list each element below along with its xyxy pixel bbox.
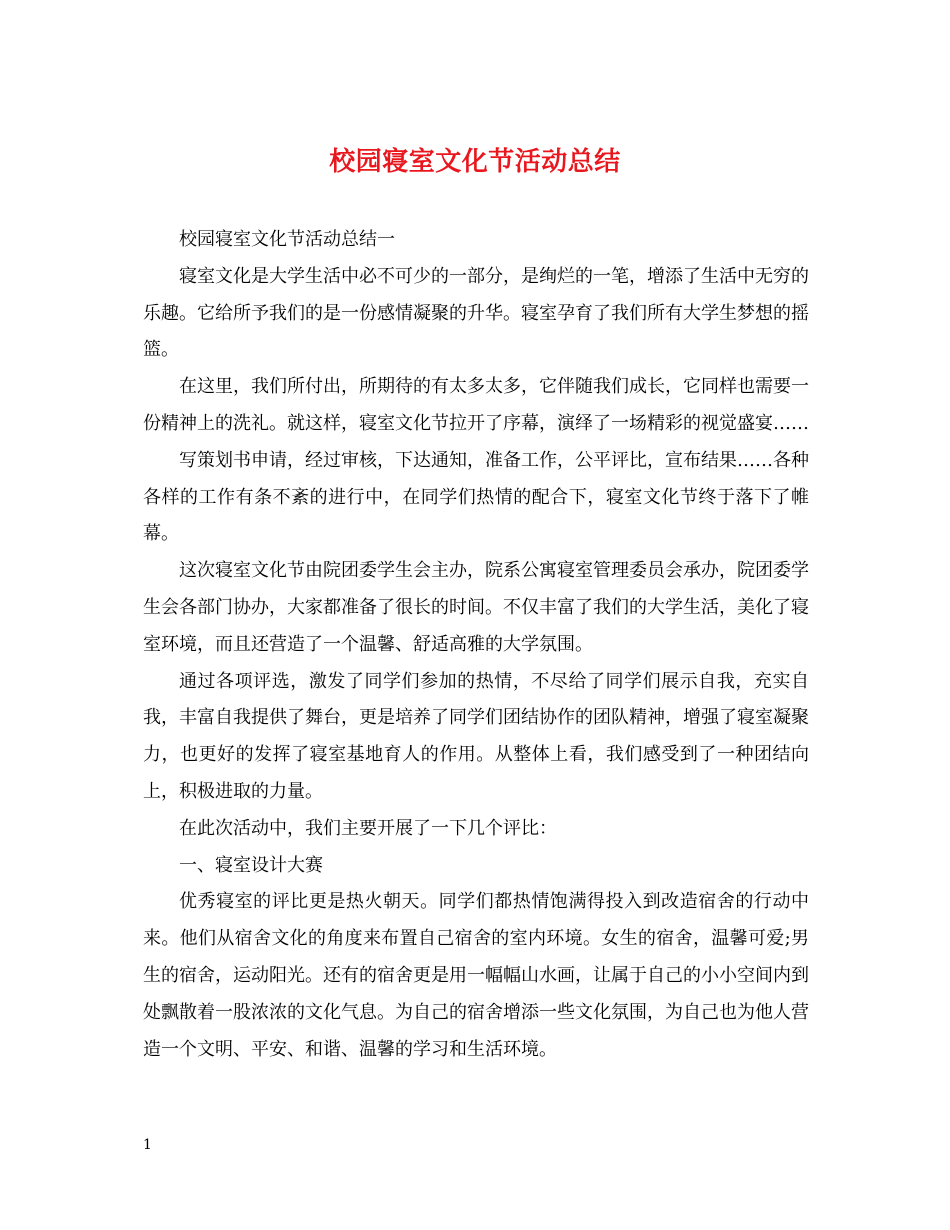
paragraph: 通过各项评选，激发了同学们参加的热情，不尽给了同学们展示自我，充实自我，丰富自我提供了舞台，更是培养了同学们团结协作的团队精神，增强了寝室凝聚力，也更好的发挥了寝室基地育人的作用。从整体上看，我们感受到了一种团结向上，积极进取的力量。 xyxy=(143,670,809,802)
document-body xyxy=(143,222,809,1068)
paragraph: 校园寝室文化节活动总结一 xyxy=(179,229,395,250)
paragraph: 寝室文化是大学生活中必不可少的一部分，是绚烂的一笔，增添了生活中无穷的乐趣。它给所予我们的是一份感情凝聚的升华。寝室孕育了我们所有大学生梦想的摇篮。 xyxy=(143,265,809,361)
paragraph: 在此次活动中，我们主要开展了一下几个评比： xyxy=(179,817,557,839)
paragraph: 写策划书申请，经过审核，下达通知，准备工作，公平评比，宣布结果……各种各样的工作有条不紊的进行中，在同学们热情的配合下，寝室文化节终于落下了帷幕。 xyxy=(143,449,809,545)
paragraph: 这次寝室文化节由院团委学生会主办，院系公寓寝室管理委员会承办，院团委学生会各部门协办，大家都准备了很长的时间。不仅丰富了我们的大学生活，美化了寝室环境，而且还营造了一个温馨、舒适高雅的大学氛围。 xyxy=(143,560,809,655)
section-heading: 一、寝室设计大赛 xyxy=(179,854,323,876)
paragraph: 优秀寝室的评比更是热火朝天。同学们都热情饱满得投入到改造宿舍的行动中来。他们从宿舍文化的角度来布置自己宿舍的室内环境。女生的宿舍，温馨可爱;男生的宿舍，运动阳光。还有的宿舍更是用一幅幅山水画，让属于自己的小小空间内到处飘散着一股浓浓的文化气息。为自己的宿舍增添一些文化氛围，为自己也为他人营造一个文明、平安、和谐、温馨的学习和生活环境。 xyxy=(143,891,809,1060)
page-number: 1 xyxy=(143,1137,152,1153)
paragraph: 在这里，我们所付出，所期待的有太多太多，它伴随我们成长，它同样也需要一份精神上的洗礼。就这样，寝室文化节拉开了序幕，演绎了一场精彩的视觉盛宴…… xyxy=(143,376,809,434)
document-title: 校园寝室文化节活动总结 xyxy=(329,147,621,177)
